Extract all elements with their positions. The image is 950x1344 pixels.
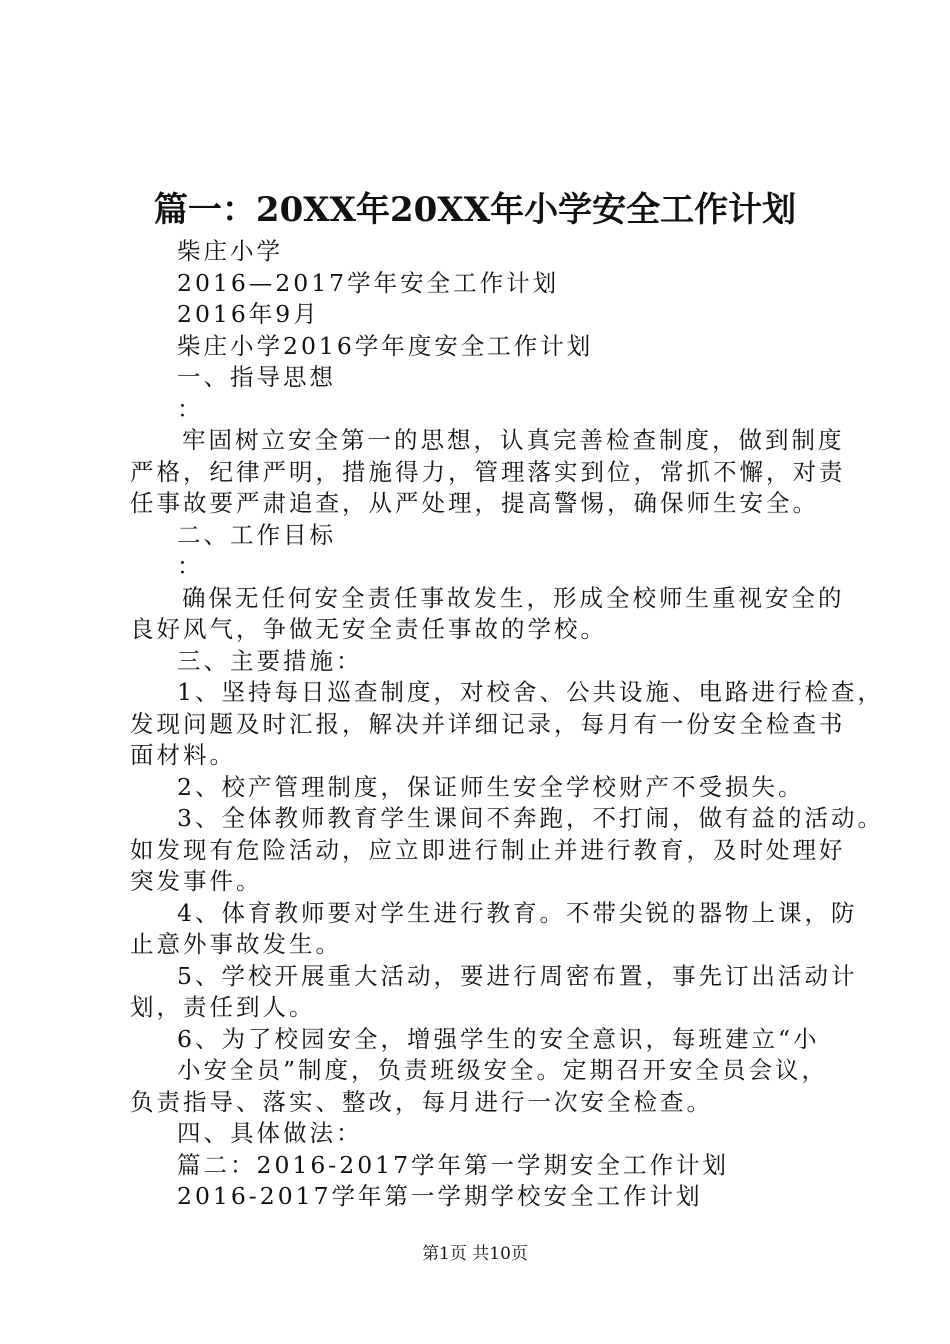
paragraph-line: 小安全员”制度，负责班级安全。定期召开安全员会议， (177, 1056, 829, 1084)
paragraph-line: 6、为了校园安全，增强学生的安全意识，每班建立“小 (177, 1024, 820, 1053)
document-body (130, 236, 884, 1213)
paragraph-line: 突发事件。 (130, 867, 263, 895)
paragraph-line: 篇二：2016-2017学年第一学期安全工作计划 (177, 1150, 730, 1179)
paragraph-line: 发现问题及时汇报，解决并详细记录，每月有一份安全检查书 (130, 709, 846, 738)
paragraph-line: ： (177, 394, 204, 423)
paragraph-line: 柴庄小学 (177, 237, 283, 265)
paragraph-line: 任事故要严肃追查，从严处理，提高警惕，确保师生安全。 (130, 489, 819, 517)
paragraph-line: 二、工作目标 (177, 520, 336, 549)
paragraph-line: 如发现有危险活动，应立即进行制止并进行教育，及时处理好 (130, 835, 846, 864)
paragraph-line: 4、体育教师要对学生进行教育。不带尖锐的器物上课，防 (177, 898, 858, 927)
paragraph-line: 3、全体教师教育学生课间不奔跑，不打闹，做有益的活动。 (177, 804, 884, 832)
paragraph-line: 2016-2017学年第一学期学校安全工作计划 (177, 1182, 703, 1210)
paragraph-line: 牢固树立安全第一的思想，认真完善检查制度，做到制度 (182, 426, 845, 454)
paragraph-line: 止意外事故发生。 (130, 930, 342, 958)
paragraph-line: 柴庄小学2016学年度安全工作计划 (177, 331, 594, 360)
page-footer: 第1页 共10页 (422, 1244, 528, 1264)
paragraph-line: 划，责任到人。 (130, 993, 316, 1021)
paragraph-line: 四、具体做法： (177, 1119, 363, 1147)
paragraph-line: 一、指导思想 (177, 363, 336, 391)
paragraph-line: 严格，纪律严明，措施得力，管理落实到位，常抓不懈，对责 (130, 457, 846, 486)
paragraph-line: 三、主要措施： (177, 646, 363, 675)
paragraph-line: 2、校产管理制度，保证师生安全学校财产不受损失。 (177, 772, 805, 801)
paragraph-line: 2016年9月 (177, 300, 320, 328)
paragraph-line: 面材料。 (130, 741, 236, 769)
document-title: 篇一：20XX年20XX年小学安全工作计划 (153, 190, 797, 230)
paragraph-line: 负责指导、落实、整改，每月进行一次安全检查。 (130, 1087, 713, 1116)
paragraph-line: ： (177, 552, 204, 580)
paragraph-line: 1、坚持每日巡查制度，对校舍、公共设施、电路进行检查， (177, 678, 884, 706)
paragraph-line: 5、学校开展重大活动，要进行周密布置，事先订出活动计 (177, 961, 858, 990)
paragraph-line: 良好风气，争做无安全责任事故的学校。 (130, 615, 607, 643)
paragraph-line: 确保无任何安全责任事故发生，形成全校师生重视安全的 (182, 583, 845, 612)
paragraph-line: 2016—2017学年安全工作计划 (177, 268, 560, 297)
